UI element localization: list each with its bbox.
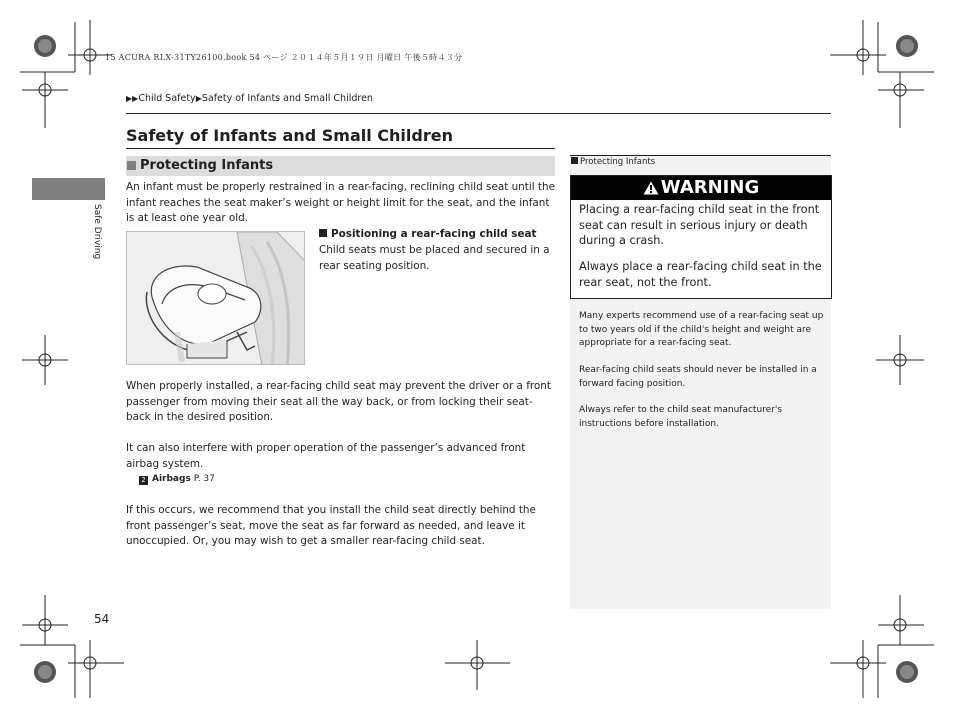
- sidebar-heading: [570, 155, 831, 170]
- page-number: 54: [94, 612, 110, 626]
- airbags-reference[interactable]: [139, 474, 215, 485]
- side-tab: [32, 178, 105, 200]
- warning-box: [570, 175, 832, 299]
- warning-triangle-icon: [643, 181, 659, 195]
- print-header: 15 ACURA RLX-31TY26100.book 54 ページ ２０１４年５月１９日 月曜日 午後５時４３分: [105, 53, 463, 62]
- paragraph-4: If this occurs, we recommend that you install the child seat directly behind the front passenger’s seat, move the seat as far forward as needed, and leave it unoccupied. Or, you may wish to get a smaller rear-facing child seat.: [126, 504, 536, 547]
- header-rule: [126, 113, 831, 114]
- sidebar-note-2: Rear-facing child seats should never be installed in a forward facing position.: [579, 365, 817, 389]
- paragraph-2: When properly installed, a rear-facing child seat may prevent the driver or a front passenger from moving their seat all the way back, or from locking their seat-back in the desired position.: [126, 380, 551, 423]
- section-heading: Protecting Infants: [140, 158, 274, 173]
- subsection-heading: [319, 228, 536, 240]
- page-title: Safety of Infants and Small Children: [126, 126, 453, 145]
- sidebar-note-3: Always refer to the child seat manufacturer's instructions before installation.: [579, 405, 783, 429]
- breadcrumb-level1[interactable]: Child Safety: [138, 93, 196, 104]
- reference-label[interactable]: Airbags: [152, 474, 191, 484]
- warning-paragraph-1: Placing a rear-facing child seat in the front seat can result in serious injury or death during a crash.: [579, 203, 820, 247]
- breadcrumb-level2[interactable]: Safety of Infants and Small Children: [201, 93, 373, 104]
- section-marker-icon: [127, 161, 136, 170]
- rear-facing-child-seat-icon: [127, 232, 305, 365]
- warning-title-text: WARNING: [660, 177, 760, 198]
- warning-paragraph-2: Always place a rear-facing child seat in the rear seat, not the front.: [579, 260, 822, 289]
- breadcrumb: [126, 93, 373, 104]
- subsection-paragraph: Child seats must be placed and secured in a rear seating position.: [319, 244, 550, 272]
- reference-page: P. 37: [193, 474, 215, 484]
- sidebar-heading-text: Protecting Infants: [580, 157, 656, 167]
- warning-title: [571, 176, 831, 200]
- breadcrumb-arrow-icon: ▶▶: [126, 94, 139, 103]
- subsection-heading-text: Positioning a rear-facing child seat: [331, 228, 537, 240]
- reference-arrow-icon: 2: [139, 476, 148, 485]
- paragraph-3: It can also interfere with proper operation of the passenger’s advanced front airbag system.: [126, 442, 526, 470]
- breadcrumb-arrow-icon: ▶: [195, 94, 202, 103]
- title-rule: [126, 148, 555, 149]
- sidebar-marker-icon: [571, 157, 578, 164]
- sidebar-note-1: Many experts recommend use of a rear-facing seat up to two years old if the child's height and weight are appropriate for a rear-facing seat.: [579, 311, 824, 348]
- side-tab-label: Safe Driving: [92, 204, 102, 260]
- section-heading-bar: [126, 156, 555, 176]
- child-seat-illustration: [126, 231, 305, 365]
- intro-paragraph: An infant must be properly restrained in a rear-facing, reclining child seat until the infant reaches the seat maker’s weight or height limit for the seat, and the infant is at least one year old.: [126, 181, 555, 224]
- subsection-marker-icon: [319, 229, 327, 237]
